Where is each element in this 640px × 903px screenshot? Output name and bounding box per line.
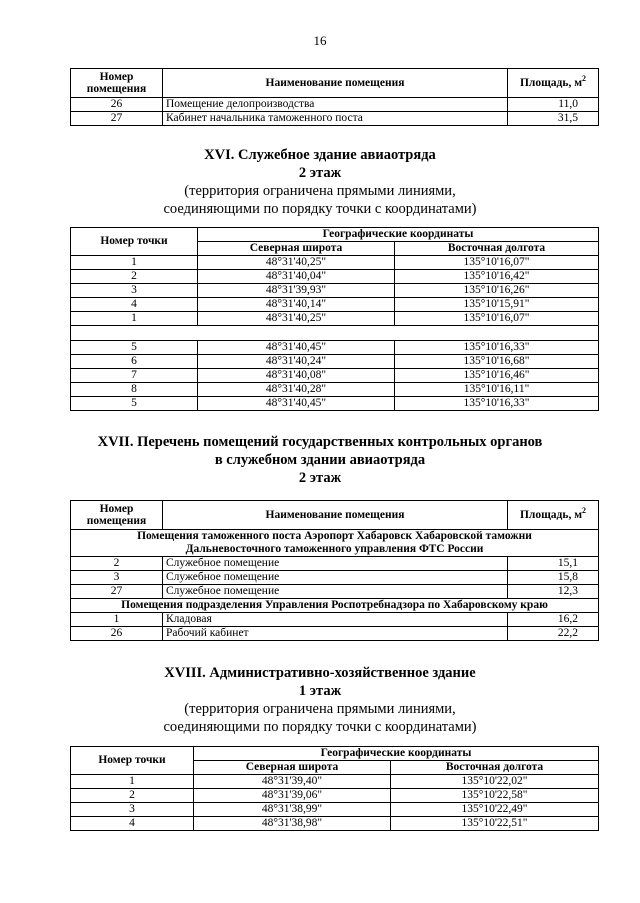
point-number: 1 (71, 775, 194, 789)
section-note: соединяющими по порядку точки с координатами) (163, 719, 477, 735)
room-number: 1 (71, 613, 163, 627)
table-row (71, 298, 599, 312)
latitude: 48°31'39,93" (198, 284, 395, 298)
table-row (71, 627, 599, 641)
header-longitude: Восточная долгота (391, 761, 599, 775)
section-floor: 2 этаж (298, 470, 342, 486)
latitude: 48°31'40,45" (198, 341, 395, 355)
room-name: Помещение делопроизводства (163, 98, 508, 112)
header-longitude: Восточная долгота (395, 242, 599, 256)
point-number: 1 (71, 256, 198, 270)
longitude: 135°10'16,46" (395, 369, 599, 383)
table-row (71, 571, 599, 585)
room-name: Кладовая (163, 613, 508, 627)
section-floor: 2 этаж (298, 165, 342, 181)
table-group-row (71, 599, 599, 613)
latitude: 48°31'40,28" (198, 383, 395, 397)
room-area: 31,5 (508, 112, 599, 126)
room-number: 2 (71, 557, 163, 571)
point-number: 5 (71, 341, 198, 355)
room-name: Рабочий кабинет (163, 627, 508, 641)
table-row (71, 775, 599, 789)
header-latitude: Северная широта (194, 761, 391, 775)
longitude: 135°10'16,68" (395, 355, 599, 369)
longitude: 135°10'16,26" (395, 284, 599, 298)
table-row (71, 369, 599, 383)
table-row (71, 284, 599, 298)
header-room-number: Номер помещения (71, 69, 163, 98)
point-number: 8 (71, 383, 198, 397)
room-name: Кабинет начальника таможенного поста (163, 112, 508, 126)
point-number: 4 (71, 817, 194, 831)
room-number: 26 (71, 627, 163, 641)
point-number: 5 (71, 397, 198, 411)
room-number: 3 (71, 571, 163, 585)
table-header-row (71, 69, 599, 98)
longitude: 135°10'16,11" (395, 383, 599, 397)
table-row (71, 112, 599, 126)
section-floor: 1 этаж (298, 683, 342, 699)
room-area: 15,8 (508, 571, 599, 585)
table-row (71, 383, 599, 397)
longitude: 135°10'16,33" (395, 341, 599, 355)
table-row (71, 341, 599, 355)
point-number: 3 (71, 284, 198, 298)
longitude: 135°10'16,07" (395, 256, 599, 270)
section-title: XVIII. Административно-хозяйственное здание (164, 665, 476, 681)
premises-table-17 (70, 500, 599, 641)
room-name: Служебное помещение (163, 557, 508, 571)
table-row (71, 98, 599, 112)
room-name: Служебное помещение (163, 585, 508, 599)
table-row (71, 789, 599, 803)
table-row (71, 270, 599, 284)
group-title: Помещения подразделения Управления Роспотребнадзора по Хабаровскому краю (71, 599, 599, 613)
point-number: 4 (71, 298, 198, 312)
table-row (71, 613, 599, 627)
longitude: 135°10'16,33" (395, 397, 599, 411)
latitude: 48°31'39,40" (194, 775, 391, 789)
latitude: 48°31'39,06" (194, 789, 391, 803)
latitude: 48°31'40,25" (198, 312, 395, 326)
latitude: 48°31'40,08" (198, 369, 395, 383)
table-row (71, 355, 599, 369)
point-number: 2 (71, 789, 194, 803)
point-number: 7 (71, 369, 198, 383)
header-point-number: Номер точки (71, 747, 194, 775)
coordinates-table-16 (70, 227, 599, 411)
latitude: 48°31'40,25" (198, 256, 395, 270)
header-area: Площадь, $м^2$ (508, 501, 599, 530)
group-title: Помещения таможенного поста Аэропорт Хабаровск Хабаровской таможни Дальневосточного таможенного управления ФТС России (71, 530, 599, 557)
latitude: 48°31'38,99" (194, 803, 391, 817)
section-18-heading (0, 664, 640, 736)
header-room-name: Наименование помещения (163, 501, 508, 530)
point-number: 1 (71, 312, 198, 326)
section-16-heading (0, 146, 640, 218)
room-number: 27 (71, 585, 163, 599)
header-geo-coordinates: Географические координаты (194, 747, 599, 761)
coordinates-table-18 (70, 746, 599, 831)
room-area: 11,0 (508, 98, 599, 112)
page-number: 16 (313, 33, 327, 48)
latitude: 48°31'40,04" (198, 270, 395, 284)
room-number: 27 (71, 112, 163, 126)
header-point-number: Номер точки (71, 228, 198, 256)
section-note: (территория ограничена прямыми линиями, (184, 183, 456, 199)
section-title: XVII. Перечень помещений государственных контрольных органов (97, 434, 543, 450)
table-row (71, 557, 599, 571)
premises-table-continued (70, 68, 599, 126)
latitude: 48°31'40,24" (198, 355, 395, 369)
room-area: 12,3 (508, 585, 599, 599)
longitude: 135°10'22,02" (391, 775, 599, 789)
table-row (71, 312, 599, 326)
table-header-row (71, 501, 599, 530)
table-spacer-row (71, 326, 599, 341)
table-row (71, 803, 599, 817)
section-note: соединяющими по порядку точки с координатами) (163, 201, 477, 217)
latitude: 48°31'40,14" (198, 298, 395, 312)
header-geo-coordinates: Географические координаты (198, 228, 599, 242)
longitude: 135°10'22,58" (391, 789, 599, 803)
table-header-row (71, 228, 599, 242)
header-room-name: Наименование помещения (163, 69, 508, 98)
table-header-row (71, 747, 599, 761)
point-number: 6 (71, 355, 198, 369)
point-number: 3 (71, 803, 194, 817)
section-note: (территория ограничена прямыми линиями, (184, 701, 456, 717)
section-title: в служебном здании авиаотряда (214, 452, 426, 468)
table-row (71, 817, 599, 831)
room-area: 15,1 (508, 557, 599, 571)
section-17-heading (0, 433, 640, 487)
room-name: Служебное помещение (163, 571, 508, 585)
longitude: 135°10'22,51" (391, 817, 599, 831)
room-number: 26 (71, 98, 163, 112)
header-room-number: Номер помещения (71, 501, 163, 530)
table-group-row (71, 530, 599, 557)
header-latitude: Северная широта (198, 242, 395, 256)
section-title: XVI. Служебное здание авиаотряда (204, 147, 436, 163)
room-area: 22,2 (508, 627, 599, 641)
latitude: 48°31'40,45" (198, 397, 395, 411)
point-number: 2 (71, 270, 198, 284)
table-row (71, 397, 599, 411)
longitude: 135°10'22,49" (391, 803, 599, 817)
table-row (71, 256, 599, 270)
header-area: Площадь, $м^2$ (508, 69, 599, 98)
longitude: 135°10'16,07" (395, 312, 599, 326)
longitude: 135°10'15,91" (395, 298, 599, 312)
latitude: 48°31'38,98" (194, 817, 391, 831)
room-area: 16,2 (508, 613, 599, 627)
table-row (71, 585, 599, 599)
longitude: 135°10'16,42" (395, 270, 599, 284)
